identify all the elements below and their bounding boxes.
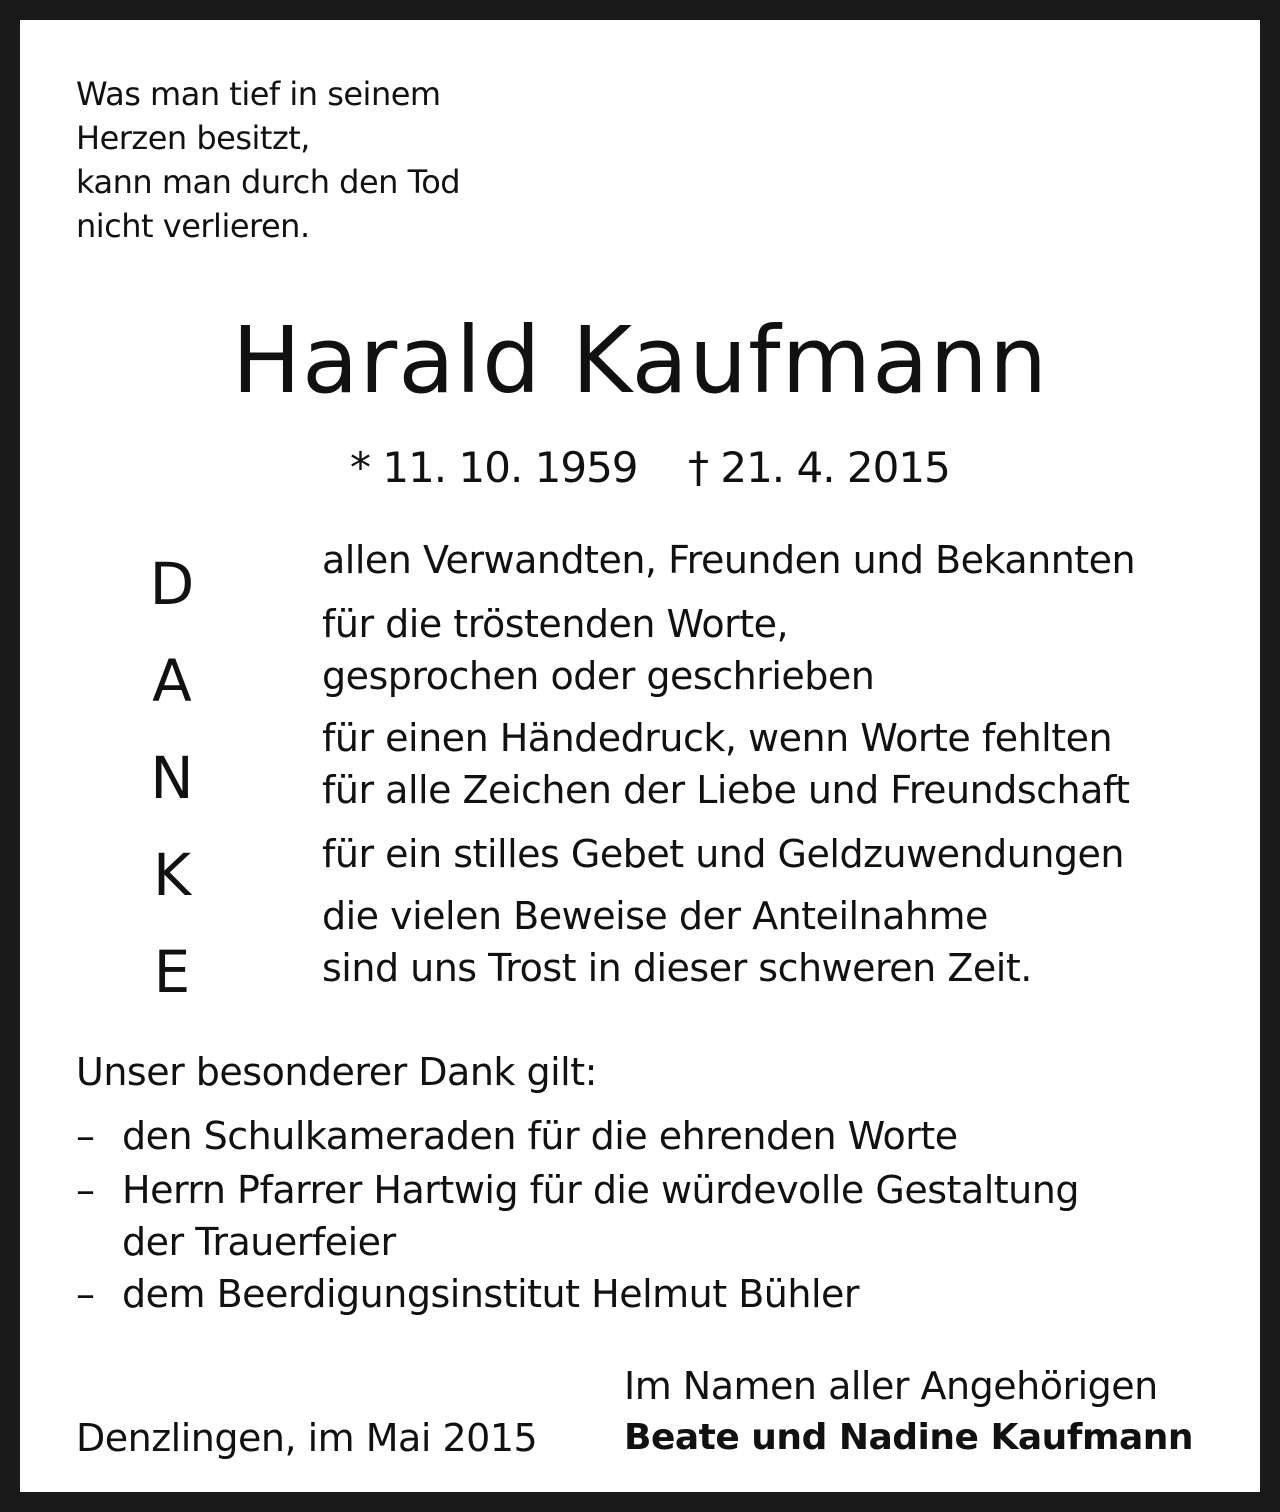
- list-item: den Schulkameraden für die ehrenden Worte: [122, 1114, 958, 1158]
- list-dash: –: [76, 1272, 95, 1316]
- quote-line: kann man durch den Tod: [76, 163, 461, 201]
- quote-line: Herzen besitzt,: [76, 119, 310, 157]
- special-thanks-heading: Unser besonderer Dank gilt:: [76, 1050, 597, 1094]
- danke-letter: E: [153, 938, 191, 1006]
- signature-names: Beate und Nadine Kaufmann: [624, 1417, 1194, 1458]
- thanks-line: allen Verwandten, Freunden und Bekannten: [322, 538, 1136, 582]
- list-dash: –: [76, 1114, 95, 1158]
- thanks-line: für die tröstenden Worte,: [322, 602, 789, 646]
- thanks-line: die vielen Beweise der Anteilnahme: [322, 894, 988, 938]
- signature-intro: Im Namen aller Angehörigen: [624, 1364, 1158, 1408]
- list-item-continuation: der Trauerfeier: [122, 1220, 396, 1264]
- thanks-line: für alle Zeichen der Liebe und Freundschaft: [322, 768, 1130, 812]
- quote-line: Was man tief in seinem: [76, 75, 441, 113]
- danke-acrostic: [148, 536, 196, 1021]
- place-date: Denzlingen, im Mai 2015: [76, 1416, 538, 1460]
- thanks-line: für ein stilles Gebet und Geldzuwendungen: [322, 832, 1125, 876]
- quote-block: [76, 72, 460, 248]
- deceased-name: Harald Kaufmann: [231, 307, 1049, 414]
- thanks-line: sind uns Trost in dieser schweren Zeit.: [322, 946, 1032, 990]
- birth-date: * 11. 10. 1959: [350, 443, 638, 492]
- thanks-line: gesprochen oder geschrieben: [322, 654, 875, 698]
- danke-letter: A: [152, 647, 192, 715]
- thanks-line: für einen Händedruck, wenn Worte fehlten: [322, 716, 1113, 760]
- quote-line: nicht verlieren.: [76, 207, 310, 245]
- danke-letter: N: [150, 744, 194, 812]
- list-item: Herrn Pfarrer Hartwig für die würdevolle Gestaltung: [122, 1168, 1079, 1212]
- list-dash: –: [76, 1168, 95, 1212]
- death-date: † 21. 4. 2015: [688, 443, 950, 492]
- danke-letter: D: [149, 550, 195, 618]
- list-item: dem Beerdigungsinstitut Helmut Bühler: [122, 1272, 860, 1316]
- danke-letter: K: [152, 841, 192, 909]
